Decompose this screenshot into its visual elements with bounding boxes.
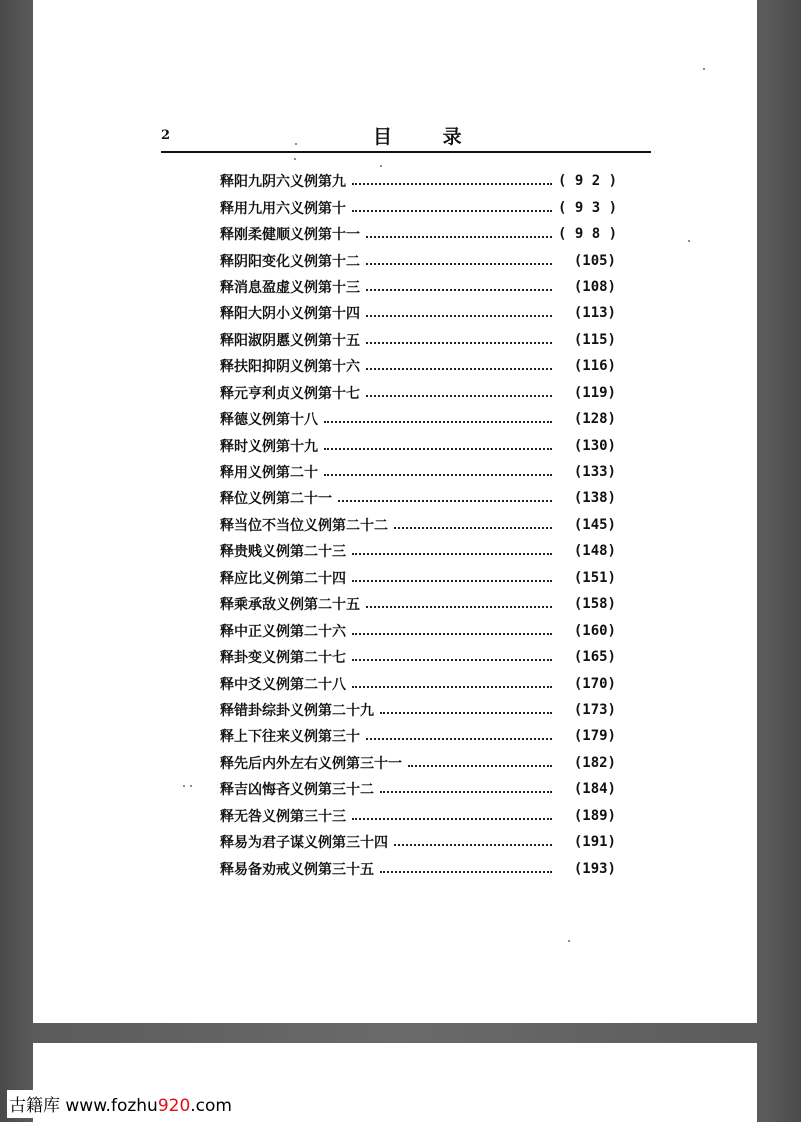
toc-entry <box>220 750 616 776</box>
toc-entry-page: (189) <box>573 807 616 824</box>
toc-entry-page: (133) <box>573 464 616 481</box>
toc-entry <box>220 353 616 379</box>
toc-entry-title: 释贵贱义例第二十三 <box>220 544 346 561</box>
dot-leader <box>408 765 552 767</box>
toc-entry-page: (148) <box>573 543 616 560</box>
dot-leader <box>352 210 552 212</box>
dot-leader <box>394 844 552 846</box>
toc-entry <box>220 485 616 511</box>
watermark-text: 古籍库 www.fozhu <box>9 1096 158 1116</box>
toc-entry-title: 释卦变义例第二十七 <box>220 650 346 667</box>
toc-entry-page: (170) <box>573 675 616 692</box>
dot-leader <box>352 183 552 185</box>
toc-entry-page: (116) <box>573 358 616 375</box>
toc-entry-page: (108) <box>573 278 616 295</box>
toc-entry <box>220 565 616 591</box>
dot-leader <box>352 686 552 688</box>
dot-leader <box>324 448 552 450</box>
dot-leader <box>366 368 552 370</box>
toc-entry-page: (119) <box>573 384 616 401</box>
dot-leader <box>352 580 552 582</box>
site-watermark <box>7 1090 236 1118</box>
document-page <box>33 0 757 1023</box>
page-title: 目 录 <box>373 126 484 148</box>
scan-speck <box>380 165 382 167</box>
toc-entry <box>220 459 616 485</box>
toc-entry <box>220 274 616 300</box>
toc-entry-title: 释阴阳变化义例第十二 <box>220 253 360 270</box>
toc-entry-title: 释吉凶悔吝义例第三十二 <box>220 782 374 799</box>
toc-entry-title: 释用义例第二十 <box>220 465 318 482</box>
toc-entry-title: 释中正义例第二十六 <box>220 623 346 640</box>
toc-entry-page: ( 9 2 ) <box>558 173 618 190</box>
toc-entry <box>220 776 616 802</box>
toc-entry-title: 释乘承敌义例第二十五 <box>220 597 360 614</box>
toc-entry <box>220 432 616 458</box>
toc-entry-title: 释用九用六义例第十 <box>220 200 346 217</box>
toc-entry <box>220 194 616 220</box>
scan-speck <box>688 240 690 242</box>
toc-entry-title: 释消息盈虚义例第十三 <box>220 279 360 296</box>
dot-leader <box>394 527 552 529</box>
toc-entry-title: 释上下往来义例第三十 <box>220 729 360 746</box>
scan-speck <box>568 940 570 942</box>
toc-entry-page: (138) <box>573 490 616 507</box>
toc-entry <box>220 829 616 855</box>
dot-leader <box>338 500 552 502</box>
toc-entry-page: (130) <box>573 437 616 454</box>
toc-entry <box>220 538 616 564</box>
toc-entry-title: 释阳淑阴慝义例第十五 <box>220 332 360 349</box>
toc-entry-title: 释无咎义例第三十三 <box>220 808 346 825</box>
toc-entry <box>220 697 616 723</box>
dot-leader <box>380 791 552 793</box>
toc-entry <box>220 670 616 696</box>
toc-entry-page: (105) <box>573 252 616 269</box>
toc-entry-page: (184) <box>573 781 616 798</box>
toc-entry-title: 释错卦综卦义例第二十九 <box>220 702 374 719</box>
scan-speck <box>183 785 185 787</box>
toc-entry-title: 释中爻义例第二十八 <box>220 676 346 693</box>
toc-entry-page: (173) <box>573 701 616 718</box>
scan-speck <box>703 68 705 70</box>
toc-entry-title: 释时义例第十九 <box>220 438 318 455</box>
toc-entry <box>220 380 616 406</box>
dot-leader <box>352 633 552 635</box>
dot-leader <box>366 315 552 317</box>
toc-entry-page: (128) <box>573 411 616 428</box>
toc-entry-title: 释扶阳抑阴义例第十六 <box>220 359 360 376</box>
toc-entry-page: (193) <box>573 860 616 877</box>
header-rule <box>161 151 651 153</box>
toc-entry-page: (179) <box>573 728 616 745</box>
table-of-contents <box>220 168 616 882</box>
toc-entry <box>220 247 616 273</box>
dot-leader <box>324 421 552 423</box>
toc-entry <box>220 300 616 326</box>
toc-entry <box>220 617 616 643</box>
page-header <box>161 118 651 158</box>
watermark-domain: .com <box>190 1096 232 1116</box>
scan-speck <box>295 143 297 145</box>
dot-leader <box>380 712 552 714</box>
toc-entry <box>220 221 616 247</box>
dot-leader <box>366 342 552 344</box>
toc-entry-title: 释先后内外左右义例第三十一 <box>220 755 402 772</box>
dot-leader <box>352 553 552 555</box>
toc-entry <box>220 855 616 881</box>
toc-entry-title: 释刚柔健顺义例第十一 <box>220 227 360 244</box>
toc-entry-page: (151) <box>573 569 616 586</box>
toc-entry-title: 释位义例第二十一 <box>220 491 332 508</box>
dot-leader <box>324 474 552 476</box>
scan-speck <box>190 785 192 787</box>
toc-entry <box>220 512 616 538</box>
page-number: 2 <box>161 128 171 143</box>
toc-entry <box>220 723 616 749</box>
toc-entry-page: (113) <box>573 305 616 322</box>
dot-leader <box>366 606 552 608</box>
toc-entry <box>220 591 616 617</box>
dot-leader <box>366 263 552 265</box>
toc-entry-title: 释易为君子谋义例第三十四 <box>220 835 388 852</box>
toc-entry-title: 释应比义例第二十四 <box>220 570 346 587</box>
dot-leader <box>366 236 552 238</box>
toc-entry-title: 释元亨利贞义例第十七 <box>220 385 360 402</box>
toc-entry-page: ( 9 3 ) <box>558 199 618 216</box>
watermark-number: 920 <box>157 1096 191 1116</box>
toc-entry <box>220 327 616 353</box>
toc-entry-title: 释阳九阴六义例第九 <box>220 174 346 191</box>
dot-leader <box>366 395 552 397</box>
toc-entry-page: (165) <box>573 649 616 666</box>
toc-entry <box>220 803 616 829</box>
toc-entry-page: (115) <box>573 331 616 348</box>
toc-entry <box>220 168 616 194</box>
toc-entry-title: 释易备劝戒义例第三十五 <box>220 861 374 878</box>
toc-entry-page: (160) <box>573 622 616 639</box>
toc-entry-title: 释阳大阴小义例第十四 <box>220 306 360 323</box>
toc-entry <box>220 406 616 432</box>
toc-entry-page: (191) <box>573 834 616 851</box>
dot-leader <box>366 738 552 740</box>
toc-entry-page: (158) <box>573 596 616 613</box>
toc-entry-page: (145) <box>573 516 616 533</box>
toc-entry-page: (182) <box>573 754 616 771</box>
dot-leader <box>380 871 552 873</box>
toc-entry-title: 释当位不当位义例第二十二 <box>220 517 388 534</box>
toc-entry <box>220 644 616 670</box>
dot-leader <box>366 289 552 291</box>
toc-entry-page: ( 9 8 ) <box>558 226 618 243</box>
dot-leader <box>352 659 552 661</box>
dot-leader <box>352 818 552 820</box>
scan-speck <box>294 158 296 160</box>
toc-entry-title: 释德义例第十八 <box>220 412 318 429</box>
